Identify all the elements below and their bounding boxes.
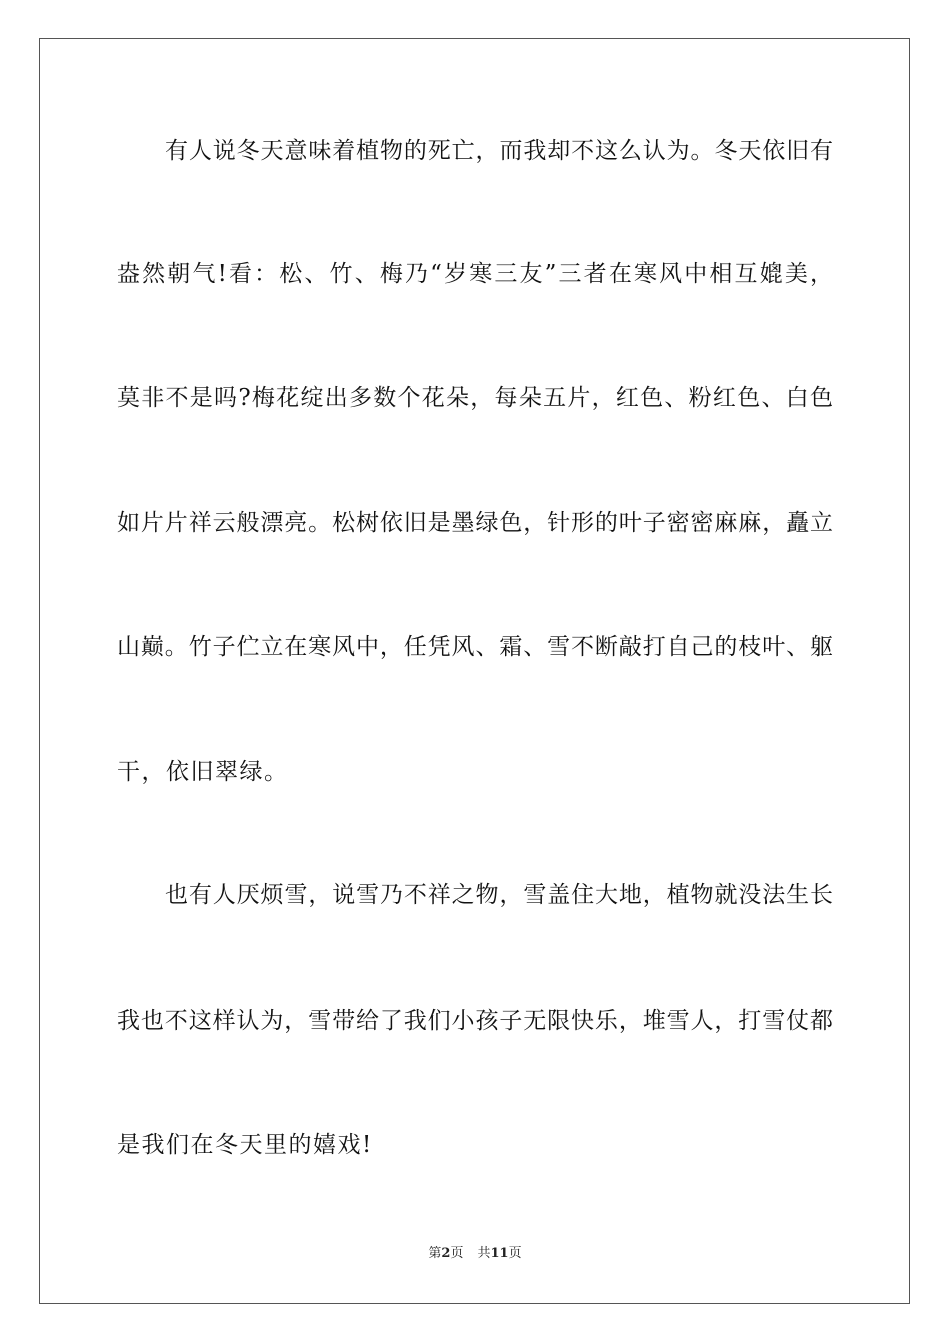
paragraph-1-line-5: 山巅。竹子伫立在寒风中，任凭风、霜、雪不断敲打自己的枝叶、躯 [117, 634, 833, 660]
paragraph-1-line-6: 干，依旧翠绿。 [117, 759, 289, 785]
total-pages: 11 [490, 1246, 509, 1261]
total-prefix: 共 [477, 1246, 491, 1261]
page-border [39, 38, 910, 1304]
paragraph-1-line-3: 莫非不是吗?梅花绽出多数个花朵，每朵五片，红色、粉红色、白色 [117, 385, 833, 411]
paragraph-1-line-2: 盎然朝气!看：松、竹、梅乃“岁寒三友”三者在寒风中相互媲美， [117, 261, 833, 287]
paragraph-2-line-2: 我也不这样认为，雪带给了我们小孩子无限快乐，堆雪人，打雪仗都 [117, 1008, 833, 1034]
total-suffix: 页 [508, 1246, 522, 1261]
paragraph-1-line-4: 如片片祥云般漂亮。松树依旧是墨绿色，针形的叶子密密麻麻，矗立 [117, 510, 833, 536]
page-suffix: 页 [450, 1246, 464, 1261]
page-prefix: 第 [428, 1246, 442, 1261]
paragraph-2-line-1: 也有人厌烦雪，说雪乃不祥之物，雪盖住大地，植物就没法生长 [165, 882, 833, 908]
page-footer [0, 1245, 950, 1263]
paragraph-1-line-1: 有人说冬天意味着植物的死亡，而我却不这么认为。冬天依旧有 [165, 138, 833, 164]
page-number: 2 [441, 1246, 451, 1261]
paragraph-2-line-3: 是我们在冬天里的嬉戏! [117, 1132, 373, 1158]
